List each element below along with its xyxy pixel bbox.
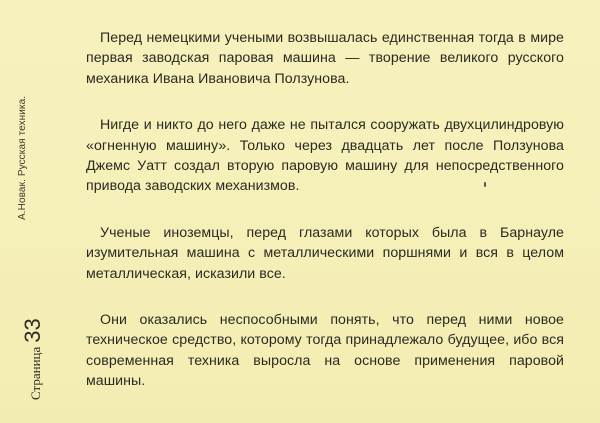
body-text	[86, 28, 564, 418]
scan-speck	[484, 182, 486, 187]
page-label: Страница	[28, 346, 43, 400]
paragraph-2: Нигде и никто до него даже не пытался сооружать двухцилиндровую «огненную машину». Только через двадцать лет после Ползунова Джемс Уатт создал вторую паровую машину для непосредственного привода заводских механизмов.	[86, 117, 564, 195]
paragraph-3: Ученые иноземцы, перед глазами которых была в Барнауле изумительная машина с металлическими поршнями и вся в целом металлическая, исказили все.	[86, 224, 564, 282]
paragraph-1: Перед немецкими учеными возвышалась единственная тогда в мире первая заводская паровая машина — творение великого русского механика Ивана Ивановича Ползунова.	[86, 30, 564, 87]
running-header	[17, 70, 42, 220]
author-title: А.Новак. Русская техника.	[17, 95, 28, 220]
page-number-block	[18, 295, 48, 405]
paragraph-4: Они оказались неспособными понять, что перед ними новое техническое средство, которому тогда принадлежало будущее, ибо вся современная техника выросла на основе применения паровой машины.	[86, 312, 564, 390]
page-number: 33	[20, 318, 45, 343]
page-sidebar	[0, 0, 60, 423]
